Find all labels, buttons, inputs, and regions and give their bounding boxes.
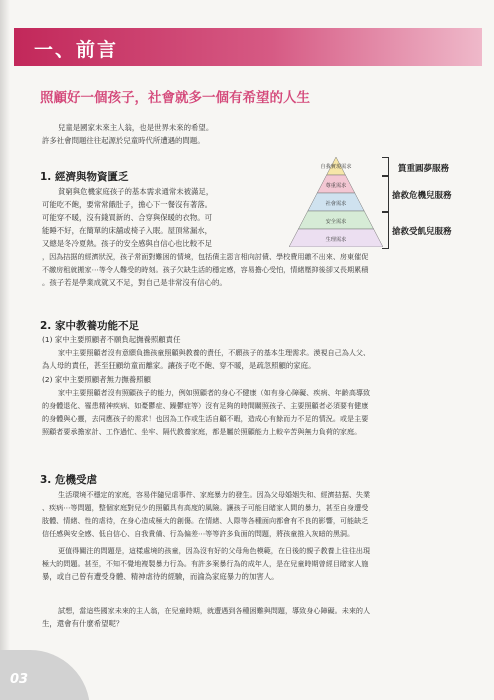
section1-line: 貧窮與危機家庭孩子的基本需求通常未被滿足， [58,187,214,196]
section2-subheading: (1) 家中主要照顧者不願負起撫養照顧責任 [42,335,181,344]
legend-bracket [382,175,389,213]
pyramid-level-label: 生理需求 [325,237,347,243]
section3-heading: 3. 危機受虐 [40,474,97,486]
section2-heading: 2. 家中教養功能不足 [40,320,139,332]
binding-shadow [0,0,10,700]
section1-heading: 1. 經濟與物資匱乏 [40,171,129,183]
legend-item: 搶救受飢兒服務 [392,227,452,237]
section1-line: 不繳房租就搬家⋯等令人難受的時刻。孩子欠缺生活的穩定感，容易擔心受怕，情緒壓抑後卻又長期累積 [42,265,369,274]
section2-line: 照顧者要承擔家計、工作過忙、坐牢、隔代教養家庭，都是屬於照顧能力上較辛苦與無力負荷的家庭。 [42,427,362,436]
section-banner [14,28,482,66]
pyramid-level-label: 自我實現需求 [320,164,352,170]
section2-line: 的身體退化、罹患精神疾病、如憂鬱症、躁鬱症等）沒有足夠的時間關照孩子、主要照顧者必須要有健康 [42,401,369,410]
section3-line: 暴，或自己曾有遭受身體、精神虐待的經驗，而淪為家庭暴力的加害人。 [42,572,279,581]
page-number: 03 [10,672,29,687]
section2-line: 的身體與心靈，去同應孩子的需求！也因為工作或生活自顧不暇，造成心有餘而力不足的情況。或是主要 [42,414,369,423]
section1-line: 可能吃不飽，要常常餓肚子，擔心下一餐沒有著落。 [42,200,212,209]
section2-line: 為人母的責任，甚至狂顧幼童而離家。讓孩子吃不飽、穿不暖，是疏忽照顧的家庭。 [42,361,316,370]
section2-line: 家中主要照顧者沒有照顧孩子的能力，例如照顧者的身心不健康（如有身心障礙、疾病、年齡高導致 [58,388,371,397]
section3-line: 、疾病⋯等問題，整個家庭對兒少的照顧具有高度的風險。讓孩子可能目睹家人間的暴力，甚至自身遭受 [42,503,369,512]
section1-line: 可能穿不暖，沒有錢買新的、合穿與保暖的衣物。可 [42,213,212,222]
section2-line: 家中主要照顧者沒有意願負擔孩童照顧與教養的責任，不願孩子的基本生理需求。漠視自己為人父、 [58,348,371,357]
intro-line: 許多社會問題往往起源於兒童時代所遭遇的問題。 [42,136,205,145]
section1-line: 又總是冬冷夏熱。孩子的安全感與自信心也比較不足 [42,239,212,248]
section3-line: 肢體、情緒、性的虐待，在身心造成極大的創傷。在情緒、人際等各種面向都會有不良的影響，可能缺乏 [42,516,369,525]
section3-line: 極大的問題。甚至，不知不覺地複製暴力行為。有許多案暴行為的成年人，是在兒童時期曾經目睹家人施 [42,559,369,568]
pyramid-level-label: 尊重需求 [325,183,347,189]
section3-line: 更值得關注的問題是，這樣處境的孩童，因為沒有好的父母角色模範，在日後的親子教養上往往出現 [58,546,371,555]
section3-line: 生活環境不穩定的家庭，容易伴隨兒虐事件、家庭暴力的發生。因為父母婚姻失和、經濟拮据、失業 [58,490,371,499]
section2-subheading: (2) 家中主要照顧者無力撫養照顧 [42,375,151,384]
section1-line: 。孩子若是學業成就又不足，對自己是非常沒有信心的。 [42,278,227,287]
section3-line: 信任感與安全感、低自信心、自我貴備、行為偏差⋯等等許多負面的問題，將孩童推入灰暗的黑洞。 [42,529,355,538]
legend-item: 篔重圓夢服務 [398,164,450,174]
section1-line: ，因為拮据的經濟狀況，孩子常面對難困的情境，包括債主惡言相向討債、學校費用繳不出來、房東催促 [42,252,369,261]
legend-item: 搶救危機兒服務 [392,191,452,201]
section3-line: 生，還會有什麼希望呢？ [42,619,124,628]
pyramid-level-label: 社會需求 [325,201,347,207]
intro-line: 兒童是國家未來主人翁，也是世界未來的希望。 [58,123,214,132]
section-title: 一、前言 [34,39,119,61]
pyramid-level-label: 安全需求 [325,219,347,225]
section1-line: 能睡不好，在簡單的床舖或椅子入眠。屋頂常漏水， [42,226,212,235]
legend-bracket [382,211,389,249]
legend-bracket [382,157,389,177]
main-heading: 照顧好一個孩子，社會就多一個有希望的人生 [40,90,310,106]
section3-line: 試想，當這些國家未來的主人翁，在兒童時期，就遭遇到各種困難與問題，導致身心障礙。未來的人 [58,606,371,615]
